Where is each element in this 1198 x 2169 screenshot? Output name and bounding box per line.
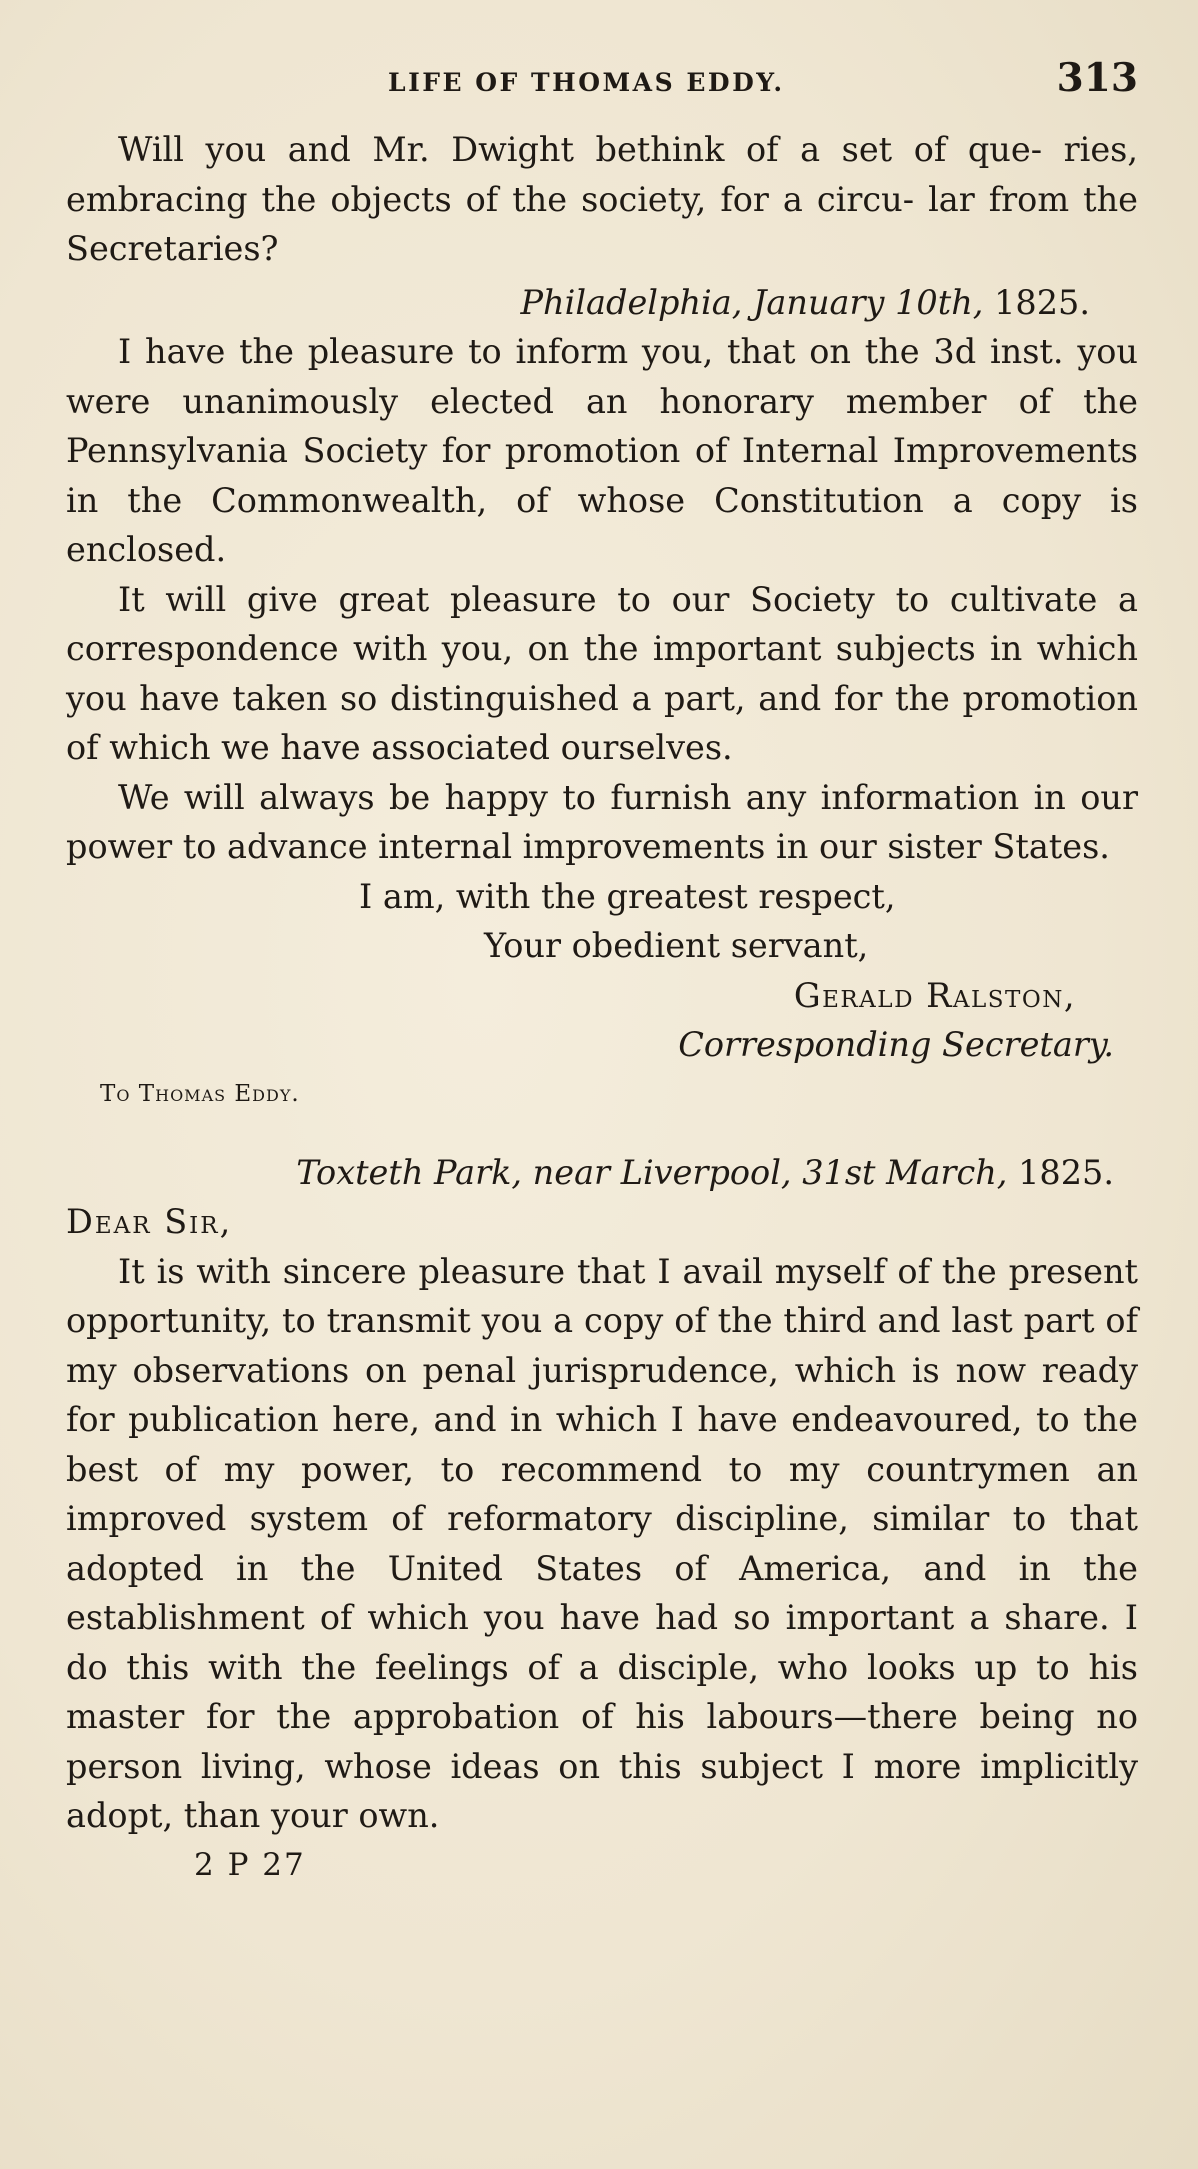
ralston-closing-2: Your obedient servant, — [484, 926, 869, 965]
philadelphia-dateline — [66, 278, 1138, 328]
ralston-addressee: To Thomas Eddy. — [100, 1080, 300, 1107]
liverpool-paragraph-1: It is with sincere pleasure that I avail myself of the present opportunity, to transmit you a copy of the third and last part of my observations on penal jurisprudence, which is now ready for publication here, and in which I have endeavoured, to the best of my power, to recommend to my countrymen an improved system of reformatory discipline, similar to that adopted in the United States of America, and in the establishment of which you have had so important a share. I do this with the feelings of a disciple, who looks up to his master for the approbation of his labours—there being no person living, whose ideas on this subject I more implicitly adopt, than your own. — [66, 1251, 1138, 1835]
ralston-paragraph-2: It will give great pleasure to our Society to cultivate a correspondence with you, on the important subjects in which you have taken so distinguished a part, and for the promotion of which we have associated ourselves. — [66, 579, 1138, 767]
query-line-2: ries, embracing the objects of the society, for a circu- — [66, 130, 1138, 219]
query-line-3: lar from the Secretaries? — [66, 179, 1138, 268]
liverpool-dateline-place: Toxteth Park, near Liverpool, 31st March, — [296, 1152, 1019, 1192]
ralston-paragraph-3: We will always be happy to furnish any information in our power to advance internal improvements in our sister States. — [66, 777, 1138, 866]
page-body — [66, 125, 1138, 1841]
query-line-1: Will you and Mr. Dwight bethink of a set of que- — [118, 130, 1043, 169]
ralston-paragraph-1: I have the pleasure to inform you, that on the 3d inst. you were unanimously elected an honorary member of the Pennsylvania Society for promotion of Internal Improvements in the Commonwealth, of whose Constitution a copy is enclosed. — [66, 332, 1138, 569]
ralston-closing-1: I am, with the greatest respect, — [359, 876, 896, 916]
philadelphia-dateline-place: Philadelphia, January 10th, — [520, 282, 995, 322]
running-title: LIFE OF THOMAS EDDY. — [388, 68, 785, 97]
liverpool-dateline-year: 1825. — [1018, 1152, 1114, 1192]
liverpool-dateline — [66, 1148, 1138, 1198]
query-paragraph — [66, 125, 1138, 274]
page-header — [66, 55, 1138, 125]
ralston-signature-name: Gerald Ralston, — [793, 975, 1076, 1015]
ralston-signature-title: Corresponding Secretary. — [678, 1025, 1114, 1064]
salutation: Dear Sir, — [66, 1202, 233, 1241]
page-number: 313 — [1056, 55, 1138, 101]
signature-mark: 2 P 27 — [194, 1846, 306, 1883]
philadelphia-dateline-year: 1825. — [994, 282, 1090, 322]
